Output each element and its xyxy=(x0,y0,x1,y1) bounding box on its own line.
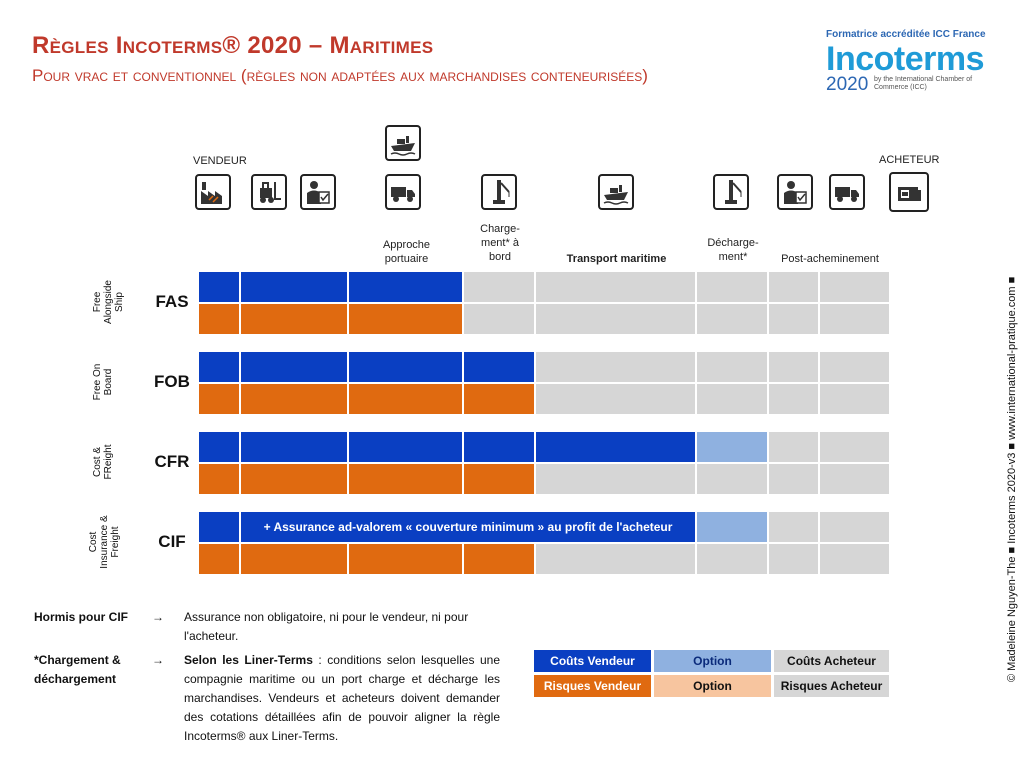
crane-icon xyxy=(481,174,517,210)
stage-label: Post-acheminement xyxy=(781,253,879,265)
rule-name: Cost Insurance & Freight xyxy=(88,515,121,569)
legend-cost-1: Option xyxy=(654,650,771,672)
risk-cell-fob xyxy=(769,384,818,414)
arrow-icon: → xyxy=(152,653,164,667)
cost-cell-cfr xyxy=(769,432,818,462)
risk-cell-fob xyxy=(820,384,889,414)
risk-cell-cif xyxy=(241,544,347,574)
cost-cell-cfr xyxy=(536,432,695,462)
rule-code: FOB xyxy=(154,372,190,391)
cost-cell-fob xyxy=(697,352,767,382)
risk-cell-fas xyxy=(697,304,767,334)
risk-cell-fas xyxy=(349,304,462,334)
cost-cell-fob xyxy=(349,352,462,382)
risk-cell-cfr xyxy=(769,464,818,494)
cost-cell-fob xyxy=(536,352,695,382)
cost-cell-cif xyxy=(769,512,818,542)
cost-cell-fob xyxy=(199,352,239,382)
legend-cost-0: Coûts Vendeur xyxy=(534,650,651,672)
risk-cell-cif xyxy=(464,544,534,574)
risk-cell-fas xyxy=(820,304,889,334)
risk-cell-cif xyxy=(769,544,818,574)
logo-byline: by the International Chamber of Commerce (ICC) xyxy=(874,76,973,91)
liner-note-text xyxy=(184,651,500,746)
cost-cell-fas xyxy=(697,272,767,302)
cost-cell-cfr xyxy=(697,432,767,462)
risk-cell-cif xyxy=(349,544,462,574)
cost-cell-fob xyxy=(241,352,347,382)
legend-risk-2: Risques Acheteur xyxy=(774,675,889,697)
risk-cell-fob xyxy=(241,384,347,414)
risk-cell-cif xyxy=(199,544,239,574)
arrow-icon: → xyxy=(152,610,164,624)
risk-cell-fob xyxy=(349,384,462,414)
rule-code: FAS xyxy=(155,292,189,311)
cost-cell-fas xyxy=(769,272,818,302)
legend-risk-1: Option xyxy=(654,675,771,697)
cost-cell-fas xyxy=(820,272,889,302)
credit-sidebar: © Madeleine Nguyen-The ■ Incoterms 2020-v3 ■ www.international-pratique.com ■ xyxy=(1006,276,1018,682)
liner-terms-bold: Selon les Liner-Terms xyxy=(184,653,313,667)
legend-risk-0: Risques Vendeur xyxy=(534,675,651,697)
cost-cell-cfr xyxy=(820,432,889,462)
risk-cell-cfr xyxy=(199,464,239,494)
legend-cost-2: Coûts Acheteur xyxy=(774,650,889,672)
cost-cell-cif xyxy=(820,512,889,542)
risk-cell-cif xyxy=(697,544,767,574)
cost-cell-cfr xyxy=(464,432,534,462)
liner-note-label: *Chargement & déchargement xyxy=(34,653,121,686)
risk-cell-cif xyxy=(536,544,695,574)
risk-cell-cfr xyxy=(241,464,347,494)
truck-icon xyxy=(385,174,421,210)
cost-cell-fas xyxy=(349,272,462,302)
cost-cell-fas xyxy=(199,272,239,302)
risk-cell-fob xyxy=(536,384,695,414)
liner-terms-text: : conditions selon lesquelles une compagnie maritime ou un port charge et décharge les marchandises. Vendeurs et acheteurs doivent demander des cotations détaillées afin de pouvoir aligner la règle Incoterms® aux Liner-Terms. xyxy=(184,653,500,743)
customs-icon xyxy=(300,174,336,210)
risk-cell-cfr xyxy=(349,464,462,494)
risk-cell-cfr xyxy=(697,464,767,494)
rule-name: Free On Board xyxy=(92,363,114,401)
ship-icon xyxy=(598,174,634,210)
risk-cell-cfr xyxy=(820,464,889,494)
cif-insurance-banner: + Assurance ad-valorem « couverture minimum » au profit de l'acheteur xyxy=(241,512,695,542)
cif-note-label: Hormis pour CIF xyxy=(34,610,129,624)
cost-cell-cif xyxy=(199,512,239,542)
risk-cell-fob xyxy=(697,384,767,414)
cost-cell-fas xyxy=(536,272,695,302)
logo-brand: Incoterms xyxy=(826,40,984,78)
customs-icon xyxy=(777,174,813,210)
stage-label: Approche portuaire xyxy=(382,239,431,265)
risk-cell-cfr xyxy=(536,464,695,494)
stage-label: Décharge-ment* xyxy=(707,237,759,263)
cost-cell-fob xyxy=(820,352,889,382)
cost-cell-cfr xyxy=(199,432,239,462)
risk-cell-fas xyxy=(464,304,534,334)
logo-year: 2020 xyxy=(826,74,869,95)
risk-cell-fas xyxy=(769,304,818,334)
rule-name: Free Alongside Ship xyxy=(92,280,125,324)
stage-label: Transport maritime xyxy=(566,253,667,265)
risk-cell-fas xyxy=(241,304,347,334)
stage-label: Charge-ment* à bord xyxy=(480,223,520,263)
risk-cell-cif xyxy=(820,544,889,574)
risk-cell-fob xyxy=(464,384,534,414)
risk-cell-cfr xyxy=(464,464,534,494)
page-subtitle: Pour vrac et conventionnel (règles non adaptées aux marchandises conteneurisées) xyxy=(32,66,648,85)
logo-accreditation: Formatrice accréditée ICC France xyxy=(826,29,986,40)
rule-code: CFR xyxy=(154,452,190,471)
truck-icon xyxy=(829,174,865,210)
cost-cell-fob xyxy=(769,352,818,382)
warehouse-icon xyxy=(889,172,929,212)
factory-icon xyxy=(195,174,231,210)
risk-cell-fob xyxy=(199,384,239,414)
risk-cell-fas xyxy=(199,304,239,334)
crane-icon xyxy=(713,174,749,210)
cost-cell-fas xyxy=(464,272,534,302)
cost-cell-cfr xyxy=(241,432,347,462)
cost-cell-fas xyxy=(241,272,347,302)
cost-cell-cfr xyxy=(349,432,462,462)
rule-code: CIF xyxy=(158,532,186,551)
ship-icon xyxy=(385,125,421,161)
cost-cell-fob xyxy=(464,352,534,382)
buyer-label: ACHETEUR xyxy=(879,154,940,166)
risk-cell-fas xyxy=(536,304,695,334)
rule-name: Cost & FReight xyxy=(92,444,114,480)
seller-label: VENDEUR xyxy=(193,155,247,167)
cost-cell-cif xyxy=(697,512,767,542)
cif-note-text: Assurance non obligatoire, ni pour le vendeur, ni pour l'acheteur. xyxy=(184,610,469,643)
page-title: Règles Incoterms® 2020 – Maritimes xyxy=(32,32,434,59)
forklift-icon xyxy=(251,174,287,210)
